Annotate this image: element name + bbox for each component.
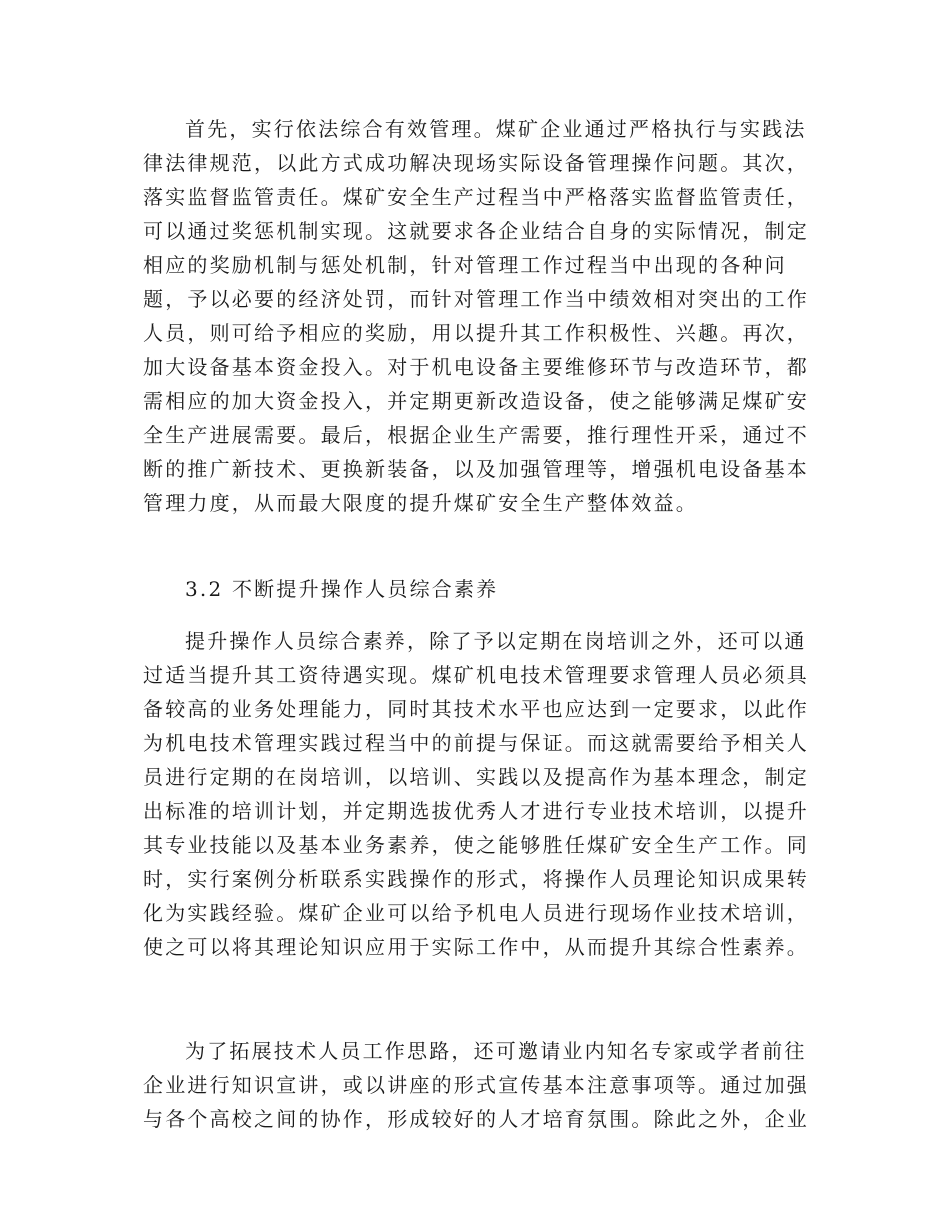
section-heading-text: 3.2 不断提升操作人员综合素养 bbox=[185, 577, 499, 601]
text-line: 备较高的业务处理能力，同时其技术水平也应达到一定要求，以此作 bbox=[143, 697, 809, 721]
text-line: 可以通过奖惩机制实现。这就要求各企业结合自身的实际情况，制定 bbox=[143, 219, 809, 243]
text-line: 时，实行案例分析联系实践操作的形式，将操作人员理论知识成果转 bbox=[143, 867, 809, 891]
text-line: 提升操作人员综合素养，除了予以定期在岗培训之外，还可以通 bbox=[185, 629, 807, 653]
text-line: 全生产进展需要。最后，根据企业生产需要，推行理性开采，通过不 bbox=[143, 423, 809, 447]
text-line: 为机电技术管理实践过程当中的前提与保证。而这就需要给予相关人 bbox=[143, 731, 809, 755]
text-line: 过适当提升其工资待遇实现。煤矿机电技术管理要求管理人员必须具 bbox=[143, 663, 809, 687]
paragraph-expert-lectures bbox=[143, 1034, 809, 1136]
text-line: 加大设备基本资金投入。对于机电设备主要维修环节与改造环节，都 bbox=[143, 355, 809, 379]
text-line: 其专业技能以及基本业务素养，使之能够胜任煤矿安全生产工作。同 bbox=[143, 833, 809, 857]
text-line: 断的推广新技术、更换新装备，以及加强管理等，增强机电设备基本 bbox=[143, 457, 809, 481]
text-line: 员进行定期的在岗培训，以培训、实践以及提高作为基本理念，制定 bbox=[143, 765, 809, 789]
text-line: 需相应的加大资金投入，并定期更新改造设备，使之能够满足煤矿安 bbox=[143, 389, 809, 413]
text-line: 企业进行知识宣讲，或以讲座的形式宣传基本注意事项等。通过加强 bbox=[143, 1073, 809, 1097]
section-heading bbox=[143, 572, 803, 606]
text-line: 落实监督监管责任。煤矿安全生产过程当中严格落实监督监管责任， bbox=[143, 185, 809, 209]
text-line: 使之可以将其理论知识应用于实际工作中，从而提升其综合性素养。 bbox=[143, 935, 809, 959]
text-line: 相应的奖励机制与惩处机制，针对管理工作过程当中出现的各种问 bbox=[143, 253, 787, 277]
paragraph-equipment-management bbox=[143, 112, 809, 520]
text-line: 出标准的培训计划，并定期选拔优秀人才进行专业技术培训，以提升 bbox=[143, 799, 809, 823]
text-line: 人员，则可给予相应的奖励，用以提升其工作积极性、兴趣。再次， bbox=[143, 321, 809, 345]
text-line: 与各个高校之间的协作，形成较好的人才培育氛围。除此之外，企业 bbox=[143, 1107, 809, 1131]
paragraph-staff-training bbox=[143, 624, 809, 964]
text-line: 管理力度，从而最大限度的提升煤矿安全生产整体效益。 bbox=[143, 491, 698, 515]
text-line: 律法律规范，以此方式成功解决现场实际设备管理操作问题。其次， bbox=[143, 151, 809, 175]
text-line: 题，予以必要的经济处罚，而针对管理工作当中绩效相对突出的工作 bbox=[143, 287, 809, 311]
text-line: 化为实践经验。煤矿企业可以给予机电人员进行现场作业技术培训， bbox=[143, 901, 809, 925]
text-line: 首先，实行依法综合有效管理。煤矿企业通过严格执行与实践法 bbox=[185, 117, 807, 141]
text-line: 为了拓展技术人员工作思路，还可邀请业内知名专家或学者前往 bbox=[185, 1039, 807, 1063]
